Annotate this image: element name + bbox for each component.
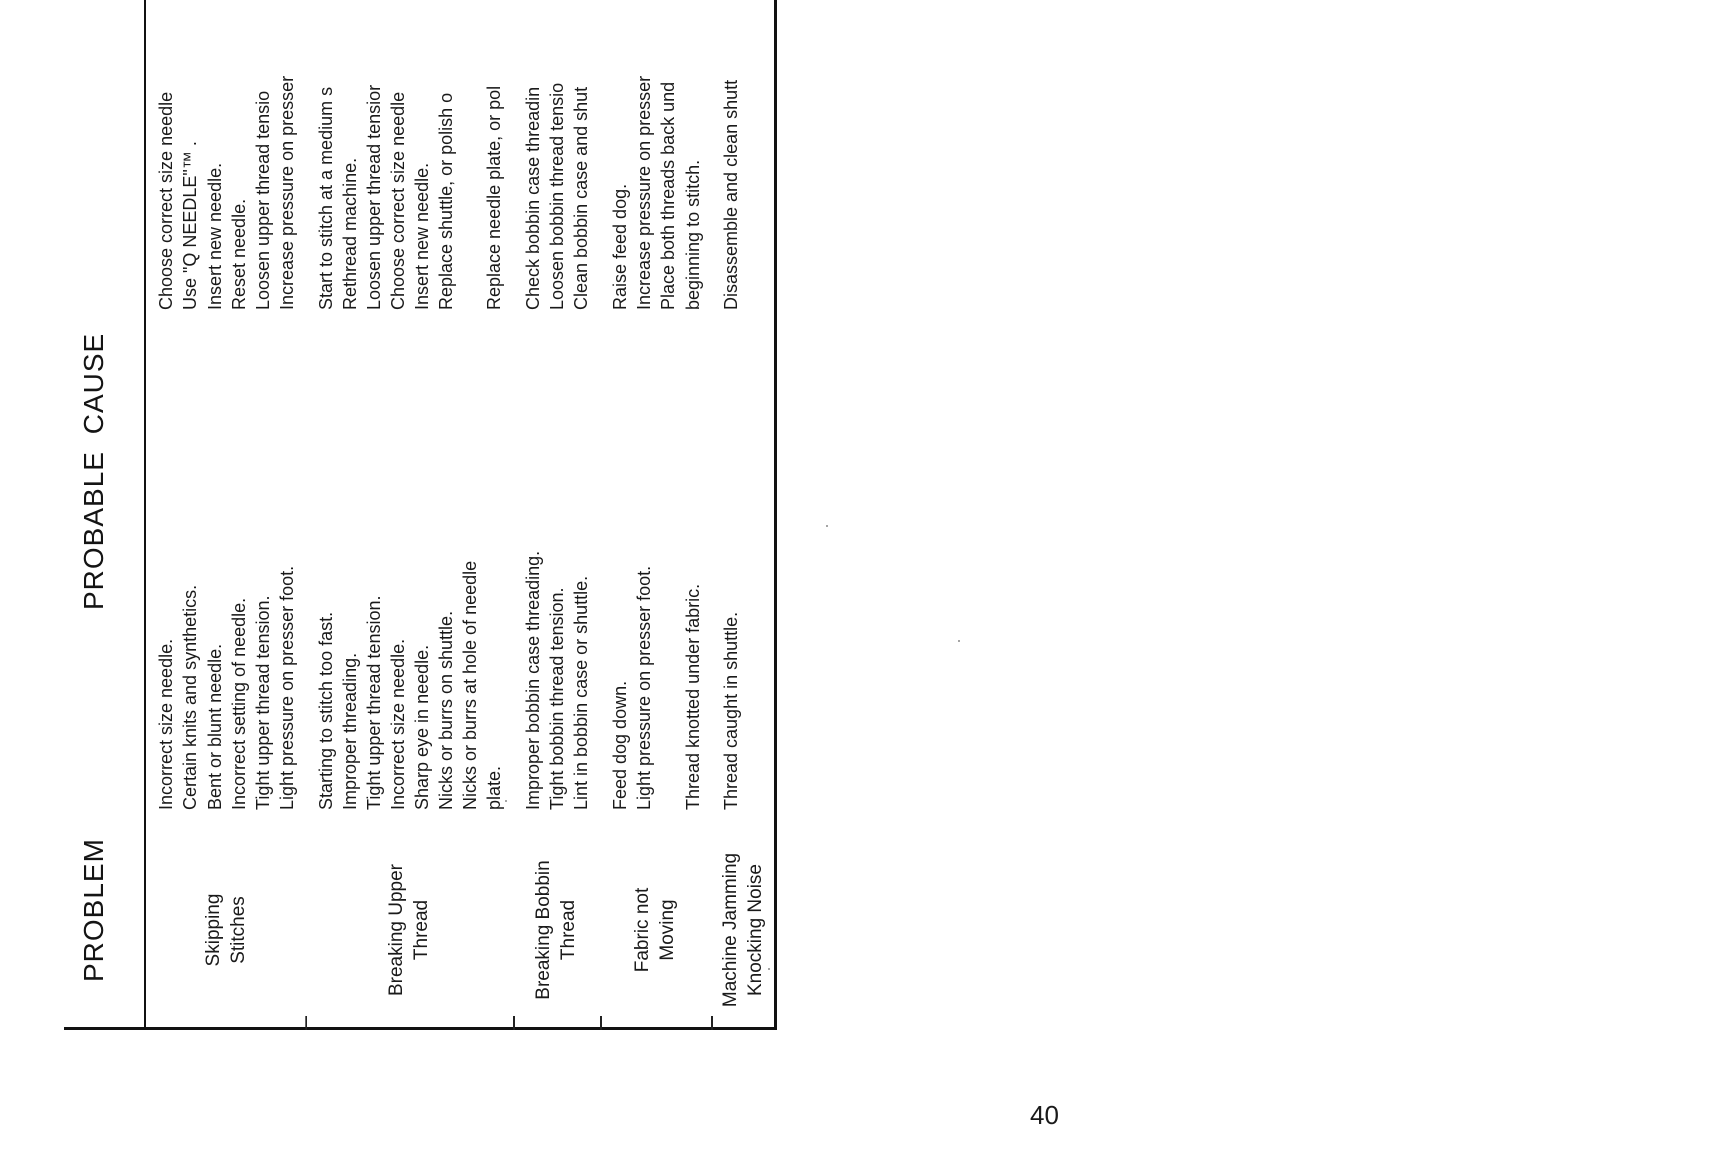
problem-label-line: Stitches xyxy=(227,896,249,964)
problem-label-line: Thread xyxy=(558,899,580,961)
problem-label xyxy=(718,830,768,1030)
row-separator xyxy=(600,0,604,1030)
cause-text: Lint in bobbin case or shuttle. xyxy=(571,575,592,810)
correction-text: Loosen upper thread tensio xyxy=(252,90,273,310)
correction-text: Start to stitch at a medium s xyxy=(315,86,336,310)
cause-text: Light pressure on presser foot. xyxy=(276,565,297,810)
problem-label-line: Thread xyxy=(411,899,433,961)
problem-label-line: Breaking Upper xyxy=(386,863,408,997)
scan-speck xyxy=(505,800,507,802)
cause-text: Tight upper thread tension. xyxy=(252,595,273,810)
cause-text: Improper bobbin case threading. xyxy=(523,550,544,810)
problem-label-line: Knocking Noise xyxy=(744,863,766,997)
cause-text: Incorrect setting of needle. xyxy=(228,597,249,810)
correction-text: Increase pressure on presser xyxy=(634,75,655,310)
table-bottom-rule xyxy=(774,0,777,1030)
cause-text: Thread caught in shuttle. xyxy=(721,611,742,810)
scan-speck xyxy=(958,640,960,642)
problem-label xyxy=(201,830,251,1030)
problem-label-line: Fabric not xyxy=(632,887,654,973)
header-problem: PROBLEM xyxy=(78,838,109,982)
troubleshooting-table xyxy=(64,0,854,1030)
scan-speck xyxy=(826,525,828,527)
row-separator xyxy=(305,0,309,1030)
cause-text: Sharp eye in needle. xyxy=(412,644,433,810)
correction-text: Replace shuttle, or polish o xyxy=(436,92,457,310)
cause-text: Tight upper thread tension. xyxy=(363,595,384,810)
correction-text: Insert new needle. xyxy=(412,162,433,310)
correction-text: Rethread machine. xyxy=(339,157,360,310)
correction-text: beginning to stitch. xyxy=(682,159,703,310)
cause-text: Bent or blunt needle. xyxy=(204,643,225,810)
cause-text: Incorrect size needle. xyxy=(156,638,177,810)
correction-text: Use "Q NEEDLE"™ . xyxy=(180,141,201,310)
correction-text: Choose correct size needle xyxy=(387,91,408,310)
problem-label xyxy=(531,830,581,1030)
row-separator xyxy=(513,0,517,1030)
cause-text: Light pressure on presser foot. xyxy=(634,565,655,810)
problem-label-line: Breaking Bobbin xyxy=(533,860,555,1000)
cause-text: plate. xyxy=(484,765,505,810)
problem-label-line: Skipping xyxy=(202,893,224,967)
problem-label-line: Machine Jamming xyxy=(719,852,741,1008)
correction-text: Choose correct size needle xyxy=(156,91,177,310)
table-header xyxy=(64,0,144,1030)
correction-text: Insert new needle. xyxy=(204,162,225,310)
row-separator xyxy=(711,0,715,1030)
correction-text: Check bobbin case threadin xyxy=(523,86,544,310)
scan-speck xyxy=(768,968,770,970)
cause-text: Certain knits and synthetics. xyxy=(180,584,201,810)
cause-text: Nicks or burrs on shuttle. xyxy=(436,610,457,810)
cause-text: Tight bobbin thread tension. xyxy=(547,587,568,810)
correction-text: Disassemble and clean shutt xyxy=(721,79,742,310)
cause-text: Improper threading. xyxy=(339,652,360,810)
header-rule xyxy=(144,0,146,1030)
page-number: 40 xyxy=(1030,1100,1059,1130)
correction-text: Loosen bobbin thread tensio xyxy=(547,82,568,310)
cause-text: Nicks or burrs at hole of needle xyxy=(460,560,481,810)
problem-label xyxy=(630,830,680,1030)
correction-text: Increase pressure on presser xyxy=(276,75,297,310)
problem-label xyxy=(384,830,434,1030)
cause-text: Thread knotted under fabric. xyxy=(682,583,703,810)
correction-text: Place both threads back und xyxy=(658,81,679,310)
header-probable-cause: PROBABLE CAUSE xyxy=(78,332,109,610)
cause-text: Starting to stitch too fast. xyxy=(315,611,336,810)
cause-text: Incorrect size needle. xyxy=(387,638,408,810)
correction-text: Clean bobbin case and shut xyxy=(571,86,592,310)
correction-text: Replace needle plate, or pol xyxy=(484,85,505,310)
problem-label-line: Moving xyxy=(657,899,679,961)
correction-text: Loosen upper thread tensior xyxy=(363,84,384,310)
cause-text: Feed dog down. xyxy=(610,680,631,810)
correction-text: Raise feed dog. xyxy=(610,183,631,310)
correction-text: Reset needle. xyxy=(228,198,249,310)
